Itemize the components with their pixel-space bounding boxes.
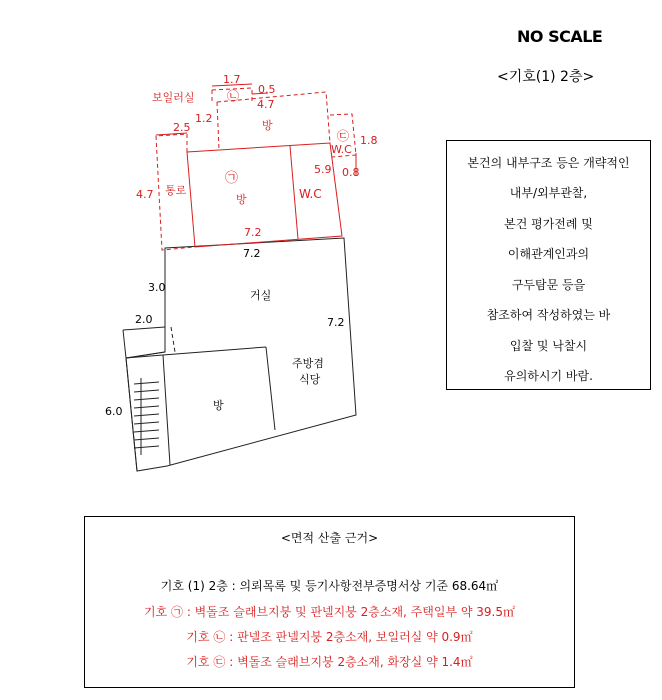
dim-2-5: 2.5 [173, 121, 191, 134]
no-scale-label: NO SCALE [517, 27, 603, 46]
dim-4-7-left: 4.7 [136, 188, 154, 201]
area-line-nieun: 기호 ㉡ : 판넬조 판넬지붕 2층소재, 보일러실 약 0.9㎡ [186, 630, 473, 644]
note-line: 본건의 내부구조 등은 개략적인 [467, 156, 630, 170]
room-living: 거실 [250, 289, 272, 302]
room-bang-upper: 방 [262, 119, 273, 132]
dim-0-5: 0.5 [258, 83, 276, 96]
hallway-label: 통로 [165, 184, 187, 197]
dim-0-8: 0.8 [342, 166, 360, 179]
symbol-digeut: ㉢ [337, 129, 350, 143]
wall-left-lower-bottom [126, 358, 137, 471]
area-title: <면적 산출 근거> [280, 531, 379, 545]
note-line: 참조하여 작성하였는 바 [486, 308, 611, 322]
dim-2-0: 2.0 [135, 313, 153, 326]
dim-4-7-top: 4.7 [257, 98, 275, 111]
note-line: 이해관계인과의 [507, 247, 590, 261]
red-wc-divider [290, 146, 298, 239]
room-bang-lower: 방 [213, 399, 224, 412]
note-line: 본건 평가전례 및 [504, 217, 593, 231]
dim-7-2-red: 7.2 [244, 226, 262, 239]
wall-living-bottom [163, 347, 266, 355]
area-line-giyeok: 기호 ㉠ : 벽돌조 슬래브지붕 및 판넬지붕 2층소재, 주택일부 약 39.5㎡ [144, 605, 515, 619]
wall-left-lower-top [123, 330, 126, 358]
stair-symbol [134, 378, 159, 455]
dim-7-2-black: 7.2 [243, 247, 261, 260]
area-line-total: 기호 (1) 2층 : 의뢰목록 및 등기사항전부증명서상 기준 68.64㎡ [160, 579, 499, 593]
dim-7-2-right: 7.2 [327, 316, 345, 329]
living-dashed-wall [171, 327, 175, 352]
symbol-nieun: ㉡ [227, 89, 240, 103]
wall-room-divider [163, 355, 170, 465]
area-line-digeut: 기호 ㉢ : 벽돌조 슬래브지붕 2층소재, 화장실 약 1.4㎡ [186, 655, 473, 669]
wc-small-label: W.C [331, 143, 352, 156]
dim-1-8: 1.8 [360, 134, 378, 147]
note-line: 구두탐문 등을 [511, 278, 586, 292]
dim-1-7: 1.7 [223, 73, 241, 86]
kitchen-label-1: 주방겸 [292, 357, 324, 370]
wall-left-lower [123, 327, 165, 330]
disclaimer-box [446, 140, 651, 390]
area-calculation-box [84, 516, 575, 688]
room-bang-main: 방 [236, 193, 247, 206]
wc-label: W.C [299, 187, 322, 201]
note-line: 입찰 및 낙찰시 [509, 339, 588, 353]
boiler-room-label: 보일러실 [152, 91, 195, 104]
dim-6-0: 6.0 [105, 405, 123, 418]
dim-1-2: 1.2 [195, 112, 213, 125]
dim-5-9: 5.9 [314, 163, 332, 176]
note-line: 내부/외부관찰, [509, 186, 588, 200]
kitchen-label-2: 식당 [299, 373, 321, 386]
floor-title: <기호(1) 2층> [497, 69, 595, 85]
note-line: 유의하시기 바람. [504, 369, 593, 383]
wall-kitchen [266, 347, 275, 430]
symbol-giyeok: ㉠ [225, 171, 239, 186]
dim-3-0: 3.0 [148, 281, 166, 294]
